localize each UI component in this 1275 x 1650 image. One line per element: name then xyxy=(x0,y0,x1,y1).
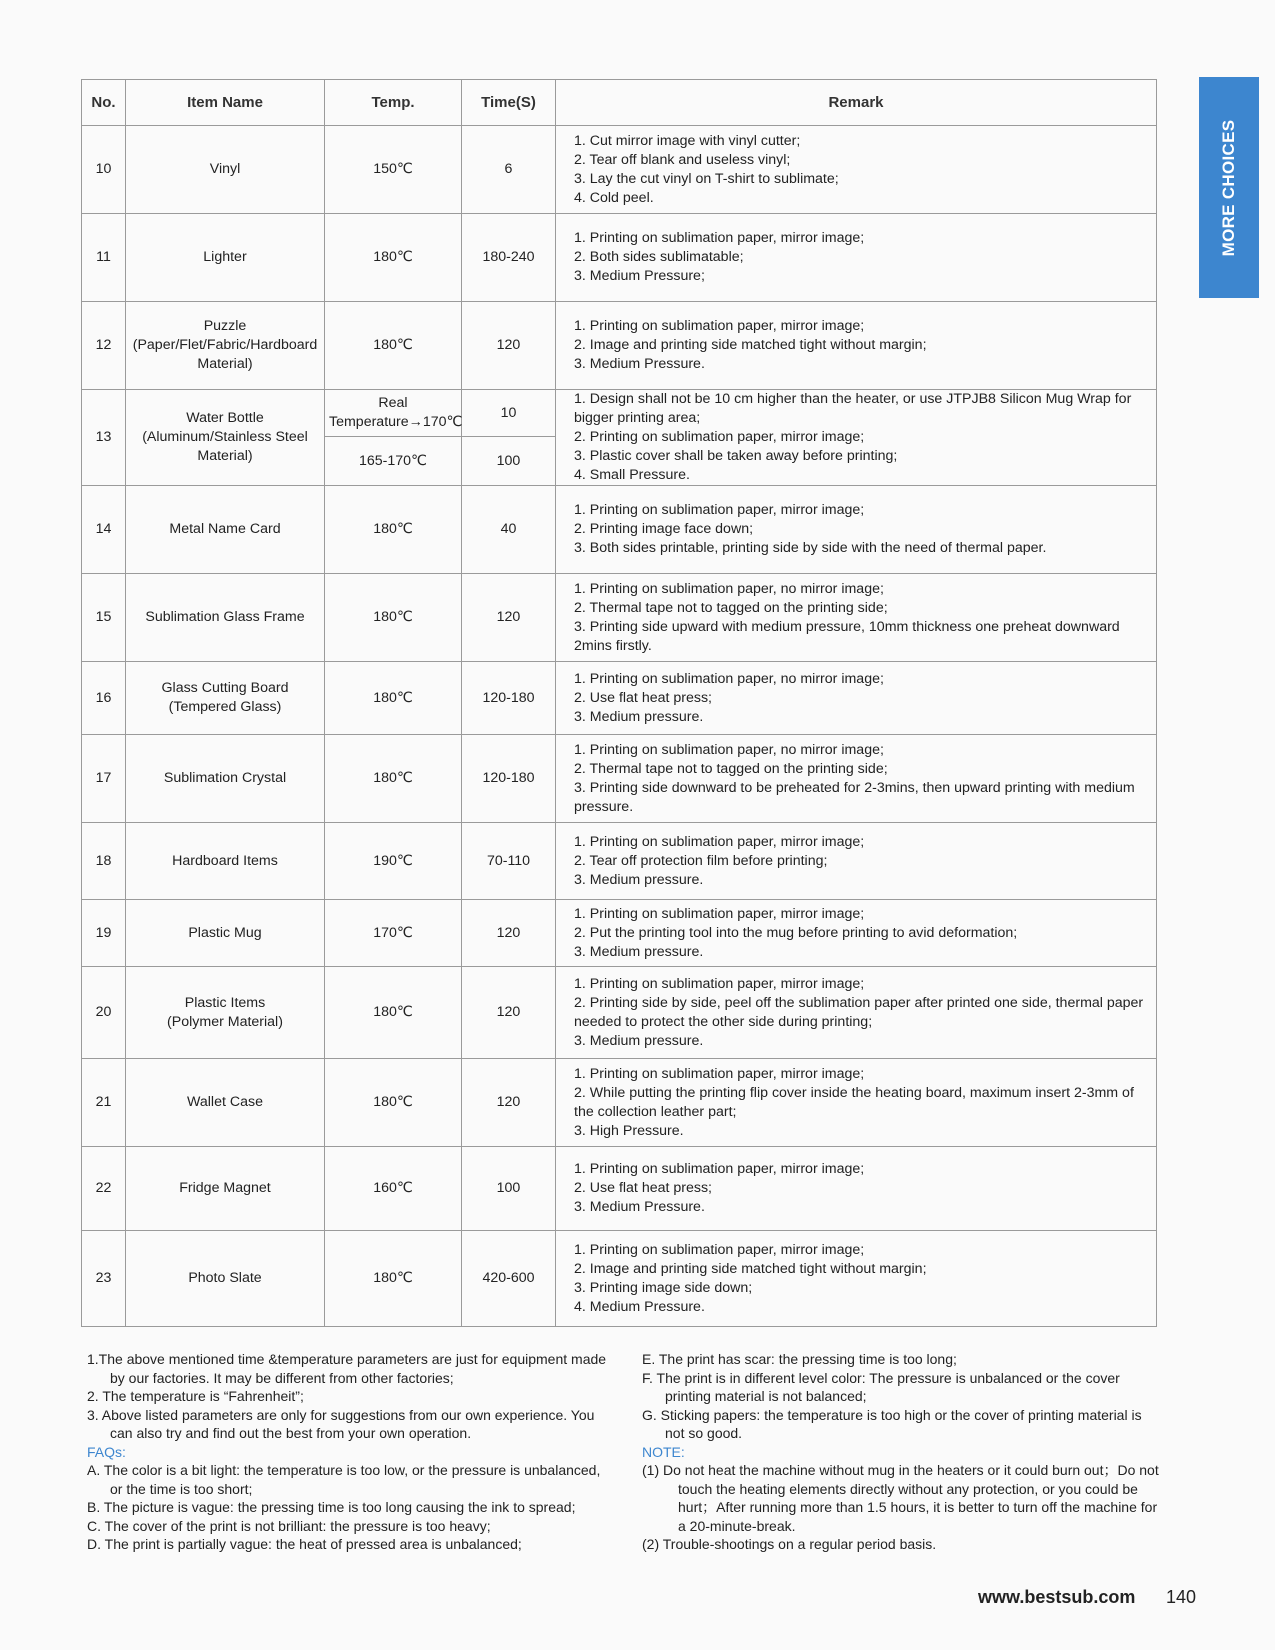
temperature: 190℃ xyxy=(325,823,462,900)
remark-line: 1. Printing on sublimation paper, mirror image; xyxy=(574,1161,865,1177)
time: 120-180 xyxy=(462,735,556,823)
remark xyxy=(556,390,1157,486)
item-name xyxy=(126,662,325,735)
remark-line: 3. Medium pressure. xyxy=(574,708,704,725)
note-item: (2) Trouble-shootings on a regular period basis. xyxy=(642,1536,937,1552)
remark xyxy=(556,967,1157,1059)
row-number: 22 xyxy=(82,1147,126,1231)
item-name-line: Sublimation Glass Frame xyxy=(145,609,305,625)
item-name-line: Vinyl xyxy=(209,161,241,177)
table-row xyxy=(82,735,1157,823)
remark-line: 1. Printing on sublimation paper, mirror image; xyxy=(574,905,865,922)
table-row xyxy=(82,486,1157,574)
temperature: 180℃ xyxy=(325,662,462,735)
row-number: 15 xyxy=(82,574,126,662)
remark-line: 3. Medium Pressure; xyxy=(574,268,705,284)
faq-item: G. Sticking papers: the temperature is too high or the cover of printing material is not so good. xyxy=(642,1406,1142,1441)
table-row xyxy=(82,823,1157,900)
temperature: 150℃ xyxy=(325,126,462,214)
faq-item: F. The print is in different level color: The pressure is unbalanced or the cover printing material is not balanced; xyxy=(642,1369,1120,1404)
temperature: 160℃ xyxy=(325,1147,462,1231)
time: 120 xyxy=(462,302,556,390)
header-item-name: Item Name xyxy=(126,80,325,126)
remark-line: 2. Use flat heat press; xyxy=(574,1180,713,1196)
item-name-line: (Aluminum/Stainless Steel xyxy=(142,429,308,445)
temperature: 180℃ xyxy=(325,1231,462,1327)
item-name-line: Wallet Case xyxy=(187,1094,263,1110)
remark-line: 2. Both sides sublimatable; xyxy=(574,249,744,265)
table-row xyxy=(82,574,1157,662)
table-row xyxy=(82,900,1157,967)
footer-website-link[interactable]: www.bestsub.com xyxy=(978,1587,1136,1607)
faq-item: C. The cover of the print is not brilliant: the pressure is too heavy; xyxy=(87,1517,491,1534)
temperature: 180℃ xyxy=(325,486,462,574)
item-name-line: Lighter xyxy=(203,249,247,265)
side-tab-label: MORE CHOICES xyxy=(1219,119,1238,256)
item-name-line: Plastic Mug xyxy=(188,924,262,941)
temperature: 180℃ xyxy=(325,302,462,390)
remark-line: 1. Cut mirror image with vinyl cutter; xyxy=(574,132,801,149)
header-temp: Temp. xyxy=(325,80,462,126)
faq-title: FAQs: xyxy=(87,1443,126,1460)
note-item: (1) Do not heat the machine without mug in the heaters or it could burn out；Do not touch the heating elements directly without any protection, or you could be hurt；After running more than 1.5 hours, it is better to turn off the machine for a 20-minute-break. xyxy=(642,1462,1159,1534)
item-name-line: Sublimation Crystal xyxy=(163,770,287,786)
item-name xyxy=(126,486,325,574)
remark xyxy=(556,574,1157,662)
row-number: 16 xyxy=(82,662,126,735)
remark-line: 4. Cold peel. xyxy=(574,189,654,206)
table-row xyxy=(82,1231,1157,1327)
remark xyxy=(556,486,1157,574)
item-name-line: Photo Slate xyxy=(188,1270,262,1286)
remark xyxy=(556,1059,1157,1147)
temperature-line: Real xyxy=(378,395,408,412)
time: 120-180 xyxy=(462,662,556,735)
note-item: 3. Above listed parameters are only for suggestions from our own experience. You can also try and find out the best from your own operation. xyxy=(87,1406,595,1441)
time: 120 xyxy=(462,900,556,967)
remark-line: 3. Medium pressure. xyxy=(574,943,704,960)
table-row xyxy=(82,967,1157,1059)
note-item: 1.The above mentioned time &temperature parameters are just for equipment made by our factories. It may be different from other factories; xyxy=(87,1351,607,1386)
item-name-line: Plastic Items xyxy=(184,994,266,1011)
header-remark: Remark xyxy=(556,80,1157,126)
remark-line: 2. Thermal tape not to tagged on the printing side; xyxy=(574,599,888,616)
time: 180-240 xyxy=(462,214,556,302)
remark-line: 3. Plastic cover shall be taken away before printing; xyxy=(574,448,898,464)
remark-line: 4. Medium Pressure. xyxy=(574,1298,705,1315)
remark-line: 4. Small Pressure. xyxy=(574,467,690,483)
remark xyxy=(556,900,1157,967)
remark-line: 1. Printing on sublimation paper, no mirror image; xyxy=(574,580,884,597)
remark xyxy=(556,662,1157,735)
temperature: 165-170℃ xyxy=(325,437,462,486)
faq-item: E. The print has scar: the pressing time is too long; xyxy=(642,1351,957,1367)
item-name xyxy=(126,967,325,1059)
remark-line: 1. Printing on sublimation paper, no mirror image; xyxy=(574,670,884,687)
remark-line: 3. Lay the cut vinyl on T-shirt to sublimate; xyxy=(574,170,839,187)
row-number: 18 xyxy=(82,823,126,900)
row-number: 20 xyxy=(82,967,126,1059)
row-number: 10 xyxy=(82,126,126,214)
time: 120 xyxy=(462,967,556,1059)
remark-line: 1. Printing on sublimation paper, mirror image; xyxy=(574,1241,865,1258)
item-name-line: Fridge Magnet xyxy=(179,1180,271,1196)
item-name-line: Water Bottle xyxy=(186,410,264,426)
header-time: Time(S) xyxy=(462,80,556,126)
remark-line: 2. Printing image face down; xyxy=(574,521,754,537)
item-name xyxy=(126,126,325,214)
remark-line: 2. Printing side by side, peel off the sublimation paper after printed one side, thermal paper needed to protect the other side during printing; xyxy=(574,994,1144,1030)
row-number: 23 xyxy=(82,1231,126,1327)
temperature: 180℃ xyxy=(325,214,462,302)
item-name-line: (Paper/Flet/Fabric/Hardboard xyxy=(132,337,318,353)
item-name-line: (Polymer Material) xyxy=(167,1013,283,1030)
remark-line: 3. Medium Pressure. xyxy=(574,356,705,372)
remark-line: 1. Printing on sublimation paper, mirror image; xyxy=(574,1065,865,1082)
remark xyxy=(556,302,1157,390)
item-name-line: Material) xyxy=(197,448,253,464)
remark-line: 3. Printing image side down; xyxy=(574,1279,753,1296)
remark-line: 3. High Pressure. xyxy=(574,1122,684,1139)
temperature: 170℃ xyxy=(325,900,462,967)
item-name xyxy=(126,1059,325,1147)
temperature: 180℃ xyxy=(325,735,462,823)
item-name xyxy=(126,900,325,967)
remark-line: 3. Printing side downward to be preheated for 2-3mins, then upward printing with medium pressure. xyxy=(574,779,1135,815)
remark-line: 2. Put the printing tool into the mug before printing to avid deformation; xyxy=(574,924,1018,941)
remark-line: 3. Medium pressure. xyxy=(574,1032,704,1049)
row-number: 19 xyxy=(82,900,126,967)
remark-line: 1. Printing on sublimation paper, no mirror image; xyxy=(574,741,884,758)
temperature xyxy=(325,390,462,437)
temperature: 180℃ xyxy=(325,967,462,1059)
side-tab xyxy=(1199,77,1259,298)
table-row xyxy=(82,126,1157,214)
table-row xyxy=(82,214,1157,302)
remark-line: 3. Medium pressure. xyxy=(574,871,704,888)
remark-line: 3. Medium Pressure. xyxy=(574,1199,705,1215)
time: 40 xyxy=(462,486,556,574)
notes-right xyxy=(642,1350,1162,1554)
remark-line: 1. Printing on sublimation paper, mirror image; xyxy=(574,975,865,992)
remark-line: 3. Printing side upward with medium pressure, 10mm thickness one preheat downward 2mins firstly. xyxy=(574,618,1120,654)
row-number: 21 xyxy=(82,1059,126,1147)
remark-line: 1. Printing on sublimation paper, mirror image; xyxy=(574,833,865,850)
remark-line: 1. Printing on sublimation paper, mirror image; xyxy=(574,230,865,246)
note-item: 2. The temperature is “Fahrenheit”; xyxy=(87,1388,304,1404)
table-row xyxy=(82,662,1157,735)
table-row xyxy=(82,1059,1157,1147)
remark-line: 3. Both sides printable, printing side by side with the need of thermal paper. xyxy=(574,540,1047,556)
table-row xyxy=(82,1147,1157,1231)
remark xyxy=(556,823,1157,900)
time: 100 xyxy=(462,437,556,486)
remark xyxy=(556,1231,1157,1327)
remark-line: 2. Image and printing side matched tight without margin; xyxy=(574,1260,927,1277)
row-number: 14 xyxy=(82,486,126,574)
row-number: 11 xyxy=(82,214,126,302)
row-number: 13 xyxy=(82,390,126,486)
time: 120 xyxy=(462,574,556,662)
remark xyxy=(556,214,1157,302)
remark xyxy=(556,1147,1157,1231)
remark-line: 1. Printing on sublimation paper, mirror image; xyxy=(574,318,865,334)
table-header-row xyxy=(82,80,1157,126)
time: 100 xyxy=(462,1147,556,1231)
faq-item: A. The color is a bit light: the temperature is too low, or the pressure is unbalanced, or the time is too short; xyxy=(87,1462,601,1497)
remark-line: 2. Tear off protection film before printing; xyxy=(574,852,828,869)
item-name xyxy=(126,735,325,823)
item-name-line: Material) xyxy=(197,356,253,372)
remark-line: 2. Use flat heat press; xyxy=(574,689,713,706)
remark-line: 2. Thermal tape not to tagged on the printing side; xyxy=(574,760,888,777)
parameters-table xyxy=(81,79,1157,1327)
notes-left xyxy=(87,1350,607,1554)
remark-line: 2. While putting the printing flip cover inside the heating board, maximum insert 2-3mm of the collection leather part; xyxy=(574,1084,1134,1120)
remark-line: 2. Tear off blank and useless vinyl; xyxy=(574,151,791,168)
item-name xyxy=(126,823,325,900)
item-name xyxy=(126,302,325,390)
temperature-line: Temperature→170℃ xyxy=(329,414,463,431)
row-number: 17 xyxy=(82,735,126,823)
remark xyxy=(556,735,1157,823)
remark xyxy=(556,126,1157,214)
page-number: 140 xyxy=(1166,1587,1197,1607)
item-name-line: (Tempered Glass) xyxy=(168,699,282,715)
item-name xyxy=(126,390,325,486)
temperature: 180℃ xyxy=(325,1059,462,1147)
item-name xyxy=(126,1147,325,1231)
item-name-line: Metal Name Card xyxy=(169,521,281,537)
remark-line: 2. Printing on sublimation paper, mirror image; xyxy=(574,429,865,445)
item-name-line: Hardboard Items xyxy=(172,852,278,869)
table-row xyxy=(82,390,1157,437)
temperature: 180℃ xyxy=(325,574,462,662)
time: 70-110 xyxy=(462,823,556,900)
item-name-line: Glass Cutting Board xyxy=(161,680,289,696)
time: 120 xyxy=(462,1059,556,1147)
time: 10 xyxy=(462,390,556,437)
row-number: 12 xyxy=(82,302,126,390)
remark-line: 1. Design shall not be 10 cm higher than the heater, or use JTPJB8 Silicon Mug Wrap for bigger printing area; xyxy=(574,391,1132,426)
time: 6 xyxy=(462,126,556,214)
header-no: No. xyxy=(82,80,126,126)
note-title: NOTE: xyxy=(642,1443,685,1460)
item-name xyxy=(126,574,325,662)
remark-line: 1. Printing on sublimation paper, mirror image; xyxy=(574,502,865,518)
time: 420-600 xyxy=(462,1231,556,1327)
item-name xyxy=(126,1231,325,1327)
faq-item: B. The picture is vague: the pressing time is too long causing the ink to spread; xyxy=(87,1499,576,1515)
faq-item: D. The print is partially vague: the heat of pressed area is unbalanced; xyxy=(87,1536,522,1552)
item-name-line: Puzzle xyxy=(203,318,247,334)
item-name xyxy=(126,214,325,302)
remark-line: 2. Image and printing side matched tight without margin; xyxy=(574,337,927,353)
table-row xyxy=(82,302,1157,390)
